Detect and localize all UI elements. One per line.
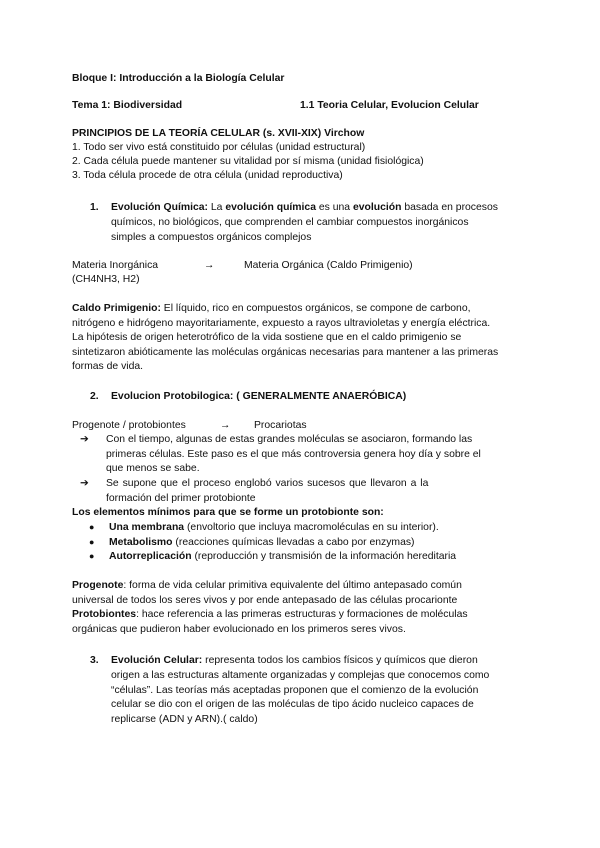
text-fragment: (envoltorio que incluya macromoléculas en su interior). (184, 522, 439, 533)
bullet-dot-icon: ● (89, 522, 95, 532)
right-arrow-icon: → (220, 420, 231, 431)
principle-item: 3. Toda célula procede de otra célula (unidad reproductiva) (72, 170, 343, 181)
list-number: 2. (90, 391, 99, 402)
progenote-definition (72, 578, 462, 593)
principle-item: 2. Cada célula puede mantener su vitalidad por sí misma (unidad fisiológica) (72, 156, 424, 167)
arrow-bullet-icon: ➔ (80, 478, 89, 489)
caldo-label: Caldo Primigenio: (72, 303, 161, 314)
materia-organica: Materia Orgánica (Caldo Primigenio) (244, 260, 413, 271)
progenote-protobiontes: Progenote / protobiontes (72, 420, 186, 431)
bullet-line: primeras células. Este paso es el que más controversia genera hoy día y sobre el (106, 449, 481, 460)
bullet-dot-icon: ● (89, 551, 95, 561)
topic-title: Tema 1: Biodiversidad (72, 100, 183, 111)
principles-heading: PRINCIPIOS DE LA TEORÍA CELULAR (s. XVII-XIX) Virchow (72, 128, 365, 139)
bold-term: Metabolismo (109, 537, 173, 548)
elemento-item (109, 520, 439, 535)
elemento-item (109, 549, 456, 564)
progenote-definition-line2: universal de todos los seres vivos y por ende antepasado de las células procarionte (72, 595, 458, 606)
protobiontes-definition (72, 607, 468, 622)
evolucion-celular-line2: origen a las estructuras altamente organizadas y complejas que conocemos como (111, 670, 490, 681)
bold-term: evolución (352, 202, 402, 213)
text-fragment: (reproducción y transmisión de la información hereditaria (191, 551, 457, 562)
list-number: 3. (90, 655, 99, 666)
bullet-line: que menos se sabe. (106, 463, 200, 474)
bullet-line: Con el tiempo, algunas de estas grandes moléculas se asociaron, formando las (106, 434, 473, 445)
text-fragment: representa todos los cambios físicos y químicos que dieron (202, 655, 478, 666)
block-title: Bloque I: Introducción a la Biología Celular (72, 73, 285, 84)
bold-term: Una membrana (109, 522, 185, 533)
bullet-line: formación del primer protobionte (106, 493, 256, 504)
caldo-line4: sintetizaron abióticamente las moléculas orgánicas necesarias para mantener a las primeras (72, 347, 499, 358)
materia-inorganica: Materia Inorgánica (72, 260, 159, 271)
text-fragment: El líquido, rico en compuestos orgánicos, se compone de carbono, (160, 303, 471, 314)
evolucion-quimica-line2: químicos, no biológicos, que comprenden el cambiar compuestos inorgánicos (111, 217, 469, 228)
bold-term: evolución química (225, 202, 316, 213)
evolucion-protobiologica-title: Evolucion Protobilogica: ( GENERALMENTE ANAERÓBICA) (111, 391, 407, 402)
protobiontes-definition-line2: orgánicas que pudieron haber evolucionado en los primeros seres vivos. (72, 624, 406, 635)
evolucion-quimica-title: Evolución Química: (111, 202, 208, 213)
evolucion-quimica-line1 (111, 200, 498, 215)
text-fragment: es una (316, 202, 353, 213)
elementos-heading: Los elementos mínimos para que se forme un protobionte son: (72, 507, 384, 518)
evolucion-quimica-line3: simples a compuestos orgánicos complejos (111, 232, 312, 243)
arrow-bullet-icon: ➔ (80, 434, 89, 445)
text-fragment: La (208, 202, 226, 213)
principle-item: 1. Todo ser vivo está constituido por células (unidad estructural) (72, 142, 366, 153)
evolucion-celular-line4: celular se dio con el origen de las moléculas de tipo ácido nucleico capaces de (111, 699, 474, 710)
materia-formula: (CH4NH3, H2) (72, 274, 140, 285)
evolucion-celular-title: Evolución Celular: (111, 655, 203, 666)
bullet-dot-icon: ● (89, 537, 95, 547)
bold-term: Autorreplicación (109, 551, 192, 562)
bullet-line: Se supone que el proceso englobó varios sucesos que llevaron a la (106, 478, 429, 489)
bold-term: Progenote (72, 580, 124, 591)
caldo-line5: formas de vida. (72, 361, 144, 372)
bold-term: Protobiontes (72, 609, 137, 620)
caldo-line3: La hipótesis de origen heterotrófico de la vida sostiene que en el caldo primigenio se (72, 332, 462, 343)
text-fragment: basada en procesos (401, 202, 498, 213)
section-title: 1.1 Teoria Celular, Evolucion Celular (300, 100, 479, 111)
caldo-line2: nitrógeno e hidrógeno mayoritariamente, expuesto a rayos ultravioletas y energía eléctrica. (72, 318, 491, 329)
text-fragment: (reacciones químicas llevadas a cabo por enzymas) (172, 537, 415, 548)
caldo-line1 (72, 301, 471, 316)
text-fragment: : forma de vida celular primitiva equivalente del último antepasado común (123, 580, 462, 591)
elemento-item (109, 535, 415, 550)
evolucion-celular-line1 (111, 653, 478, 668)
right-arrow-icon: → (204, 260, 215, 271)
text-fragment: : hace referencia a las primeras estructuras y formaciones de moléculas (136, 609, 468, 620)
evolucion-celular-line5: replicarse (ADN y ARN).( caldo) (111, 714, 258, 725)
evolucion-celular-line3: “células”. Las teorías más aceptadas proponen que el comienzo de la evolución (111, 685, 479, 696)
list-number: 1. (90, 202, 99, 213)
procariotas: Procariotas (254, 420, 307, 431)
